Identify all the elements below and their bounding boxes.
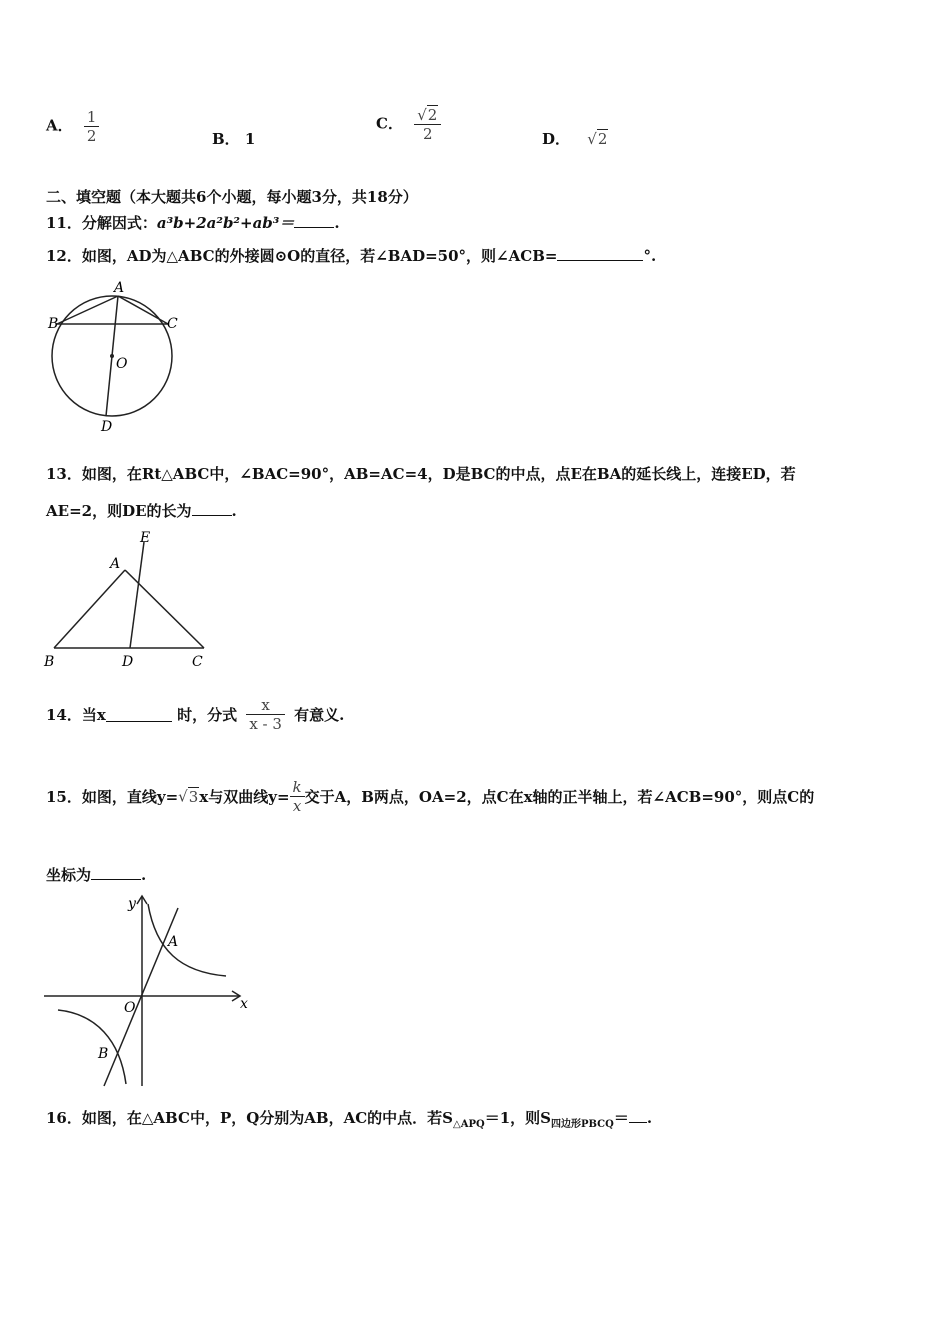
option-b-letter: B． (212, 130, 240, 148)
fraction: $\frac{k}{x}$ (290, 778, 305, 815)
label-c: C (192, 654, 203, 670)
option-a (46, 108, 99, 145)
question-13-line-1: 13．如图，在Rt△ABC中，∠BAC=90°，AB=AC=4，D是BC的中点，点E在BA的延长线上，连接ED，若 (46, 465, 796, 483)
q13-triangle-figure (40, 528, 215, 673)
question-15: 15．如图，直线y=√3x与双曲线y= $\frac{k}{x}$ 交于A，B两点，OA=2，点C在x轴的正半轴上，若∠ACB=90°，则点C的 (46, 778, 815, 815)
label-b: B (48, 316, 59, 332)
label-d: D (101, 419, 113, 435)
label-b: B (98, 1046, 109, 1062)
question-12: 12．如图，AD为△ABC的外接圆⊙O的直径，若∠BAD=50°，则∠ACB= °. (46, 247, 657, 265)
option-d-letter: D． (542, 130, 571, 148)
question-11: 11．分解因式：a³b+2a²b²+ab³＝ . (46, 214, 340, 232)
label-a: A (168, 934, 179, 950)
option-b-value: 1 (244, 130, 256, 148)
answer-blank (91, 865, 141, 880)
option-c-letter: C． (376, 114, 403, 133)
answer-blank (629, 1108, 647, 1123)
section-heading: 二、填空题（本大题共6个小题，每小题3分，共18分） (46, 188, 418, 206)
answer-blank (557, 246, 643, 261)
label-e: E (140, 530, 151, 546)
segment-ed (130, 542, 144, 648)
subscript: 四边形PBCQ (551, 1119, 614, 1130)
question-13-line-2: AE=2，则DE的长为 . (46, 502, 237, 520)
hyperbola-branch-1 (148, 904, 226, 976)
q15-graph-figure (40, 890, 255, 1090)
option-c (376, 106, 441, 143)
label-o: O (124, 1000, 136, 1016)
question-15-line-2: 坐标为 . (46, 866, 147, 884)
answer-blank (106, 707, 172, 722)
option-d: D． √2 (542, 130, 608, 148)
option-a-letter: A． (46, 116, 73, 135)
segment-ac (118, 296, 168, 324)
fraction: $\frac{1}{2}$ (84, 108, 100, 145)
label-d: D (122, 654, 134, 670)
label-y: y (128, 896, 136, 912)
fraction: $\frac{x}{x - 3}$ (246, 696, 285, 733)
hyperbola-branch-2 (58, 1010, 126, 1084)
line-y-sqrt3x (104, 908, 178, 1086)
option-b (212, 128, 255, 149)
question-14: 14．当x 时，分式 $\frac{x}{x - 3}$ 有意义. (46, 696, 345, 733)
segment-ab (57, 296, 118, 324)
subscript: △APQ (453, 1119, 485, 1130)
label-c: C (167, 316, 178, 332)
segment-ba (54, 570, 125, 648)
label-o: O (116, 356, 128, 372)
answer-blank (192, 501, 232, 516)
question-16: 16．如图，在△ABC中，P，Q分别为AB，AC的中点．若$S_{\triangle APQ}=1$，则$S_{四边形PBCQ}=$ . (46, 1109, 653, 1130)
label-b: B (44, 654, 55, 670)
label-x: x (240, 996, 248, 1012)
segment-ac (125, 570, 204, 648)
q11-expression: a³b+2a²b²+ab³＝ (156, 214, 295, 232)
q12-circle-figure (44, 276, 184, 438)
label-a: A (114, 280, 125, 296)
answer-blank (294, 213, 334, 228)
center-point (110, 354, 114, 358)
fraction: $\frac{√2}{2}$ (414, 106, 441, 143)
label-a: A (110, 556, 121, 572)
